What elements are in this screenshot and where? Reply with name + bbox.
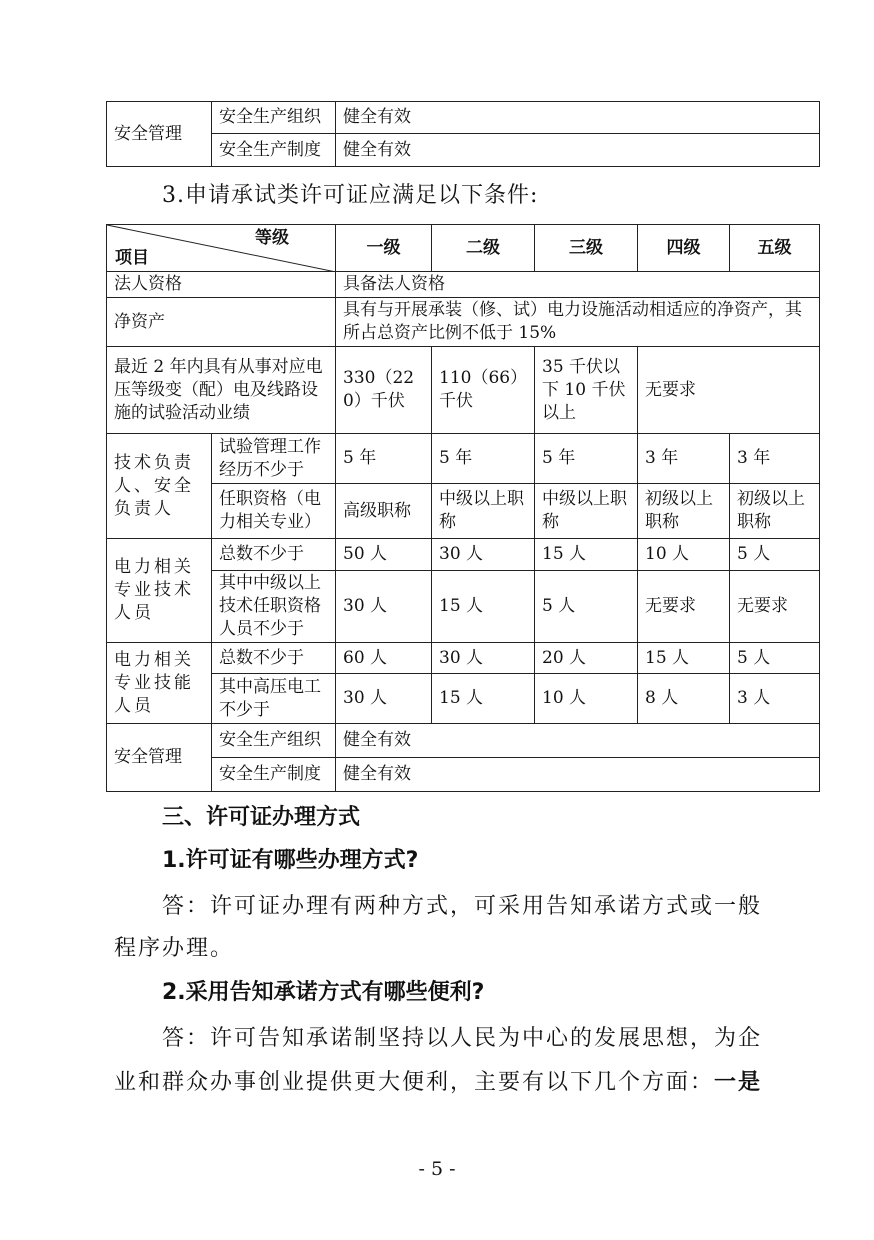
- value-cell: 30 人: [336, 674, 432, 724]
- value-cell: 30 人: [432, 539, 535, 571]
- value-cell: 3 年: [638, 434, 730, 484]
- value-cell: 30 人: [336, 571, 432, 643]
- answer-paragraph: 答：许可告知承诺制坚持以人民为中心的发展思想，为企: [162, 1026, 763, 1051]
- legal-label: 法人资格: [107, 272, 336, 298]
- item-cell: 安全生产组织: [212, 724, 336, 758]
- value-cell: 5 年: [535, 434, 638, 484]
- performance-value: 无要求: [638, 347, 820, 434]
- tech-staff-category: 电力相关专业技术人员: [107, 539, 212, 643]
- section-3-heading: 3.申请承试类许可证应满足以下条件:: [162, 183, 539, 208]
- value-cell: 10 人: [638, 539, 730, 571]
- item-cell: 其中中级以上技术任职资格人员不少于: [212, 571, 336, 643]
- value-cell: 高级职称: [336, 484, 432, 539]
- value-cell: 20 人: [535, 643, 638, 674]
- item-cell: 试验管理工作经历不少于: [212, 434, 336, 484]
- item-cell: 其中高压电工不少于: [212, 674, 336, 724]
- value-cell: 3 年: [730, 434, 820, 484]
- value-cell: 健全有效: [336, 758, 820, 792]
- level-header: 四级: [638, 225, 730, 272]
- header-diagonal-cell: [107, 225, 336, 272]
- question-heading: 2.采用告知承诺方式有哪些便利?: [162, 980, 485, 1005]
- value-cell: 15 人: [535, 539, 638, 571]
- item-label: 项目: [115, 248, 149, 268]
- value-cell: 15 人: [432, 571, 535, 643]
- value-cell: 初级以上职称: [730, 484, 820, 539]
- level-header: 五级: [730, 225, 820, 272]
- safety-category: 安全管理: [107, 724, 212, 792]
- grade-label: 等级: [255, 228, 289, 248]
- performance-value: 35 千伏以下 10 千伏以上: [535, 347, 638, 434]
- value-cell: 8 人: [638, 674, 730, 724]
- page-number: - 5 -: [418, 1158, 456, 1180]
- legal-value: 具备法人资格: [336, 272, 820, 298]
- performance-value: 110（66）千伏: [432, 347, 535, 434]
- net-assets-label: 净资产: [107, 298, 336, 347]
- value-cell: 健全有效: [336, 724, 820, 758]
- value-cell: 无要求: [638, 571, 730, 643]
- answer-paragraph: [114, 1068, 762, 1098]
- answer-paragraph: 答：许可证办理有两种方式，可采用告知承诺方式或一般: [162, 894, 763, 919]
- value-cell: 5 年: [432, 434, 535, 484]
- skill-staff-category: 电力相关专业技能人员: [107, 643, 212, 724]
- answer-paragraph: 程序办理。: [114, 936, 235, 961]
- level-header: 一级: [336, 225, 432, 272]
- section-heading: 三、许可证办理方式: [162, 805, 361, 830]
- value-cell: 中级以上职称: [432, 484, 535, 539]
- value-cell: 60 人: [336, 643, 432, 674]
- item-cell: 安全生产制度: [212, 758, 336, 792]
- value-cell: 健全有效: [336, 102, 820, 134]
- value-cell: 无要求: [730, 571, 820, 643]
- level-header: 三级: [535, 225, 638, 272]
- value-cell: 5 人: [730, 643, 820, 674]
- value-cell: 30 人: [432, 643, 535, 674]
- value-cell: 5 人: [730, 539, 820, 571]
- item-cell: 任职资格（电力相关专业）: [212, 484, 336, 539]
- value-cell: 健全有效: [336, 134, 820, 167]
- answer-text: 业和群众办事创业提供更大便利，主要有以下几个方面：: [114, 1070, 715, 1095]
- category-cell: 安全管理: [107, 102, 212, 167]
- net-assets-value: 具有与开展承装（修、试）电力设施活动相适应的净资产，其所占总资产比例不低于 15%: [336, 298, 820, 347]
- value-cell: 15 人: [432, 674, 535, 724]
- item-cell: 总数不少于: [212, 643, 336, 674]
- question-heading: 1.许可证有哪些办理方式?: [162, 848, 419, 873]
- answer-emphasis: 一是: [714, 1070, 763, 1095]
- value-cell: 中级以上职称: [535, 484, 638, 539]
- safety-table-continued: [106, 101, 820, 167]
- value-cell: 5 人: [535, 571, 638, 643]
- item-cell: 安全生产组织: [212, 102, 336, 134]
- requirements-table: [106, 224, 820, 792]
- value-cell: 15 人: [638, 643, 730, 674]
- level-header: 二级: [432, 225, 535, 272]
- item-cell: 安全生产制度: [212, 134, 336, 167]
- value-cell: 10 人: [535, 674, 638, 724]
- tech-lead-category: 技术负责人、安全负责人: [107, 434, 212, 539]
- performance-label: 最近 2 年内具有从事对应电压等级变（配）电及线路设施的试验活动业绩: [107, 347, 336, 434]
- performance-value: 330（220）千伏: [336, 347, 432, 434]
- value-cell: 5 年: [336, 434, 432, 484]
- item-cell: 总数不少于: [212, 539, 336, 571]
- value-cell: 3 人: [730, 674, 820, 724]
- value-cell: 初级以上职称: [638, 484, 730, 539]
- value-cell: 50 人: [336, 539, 432, 571]
